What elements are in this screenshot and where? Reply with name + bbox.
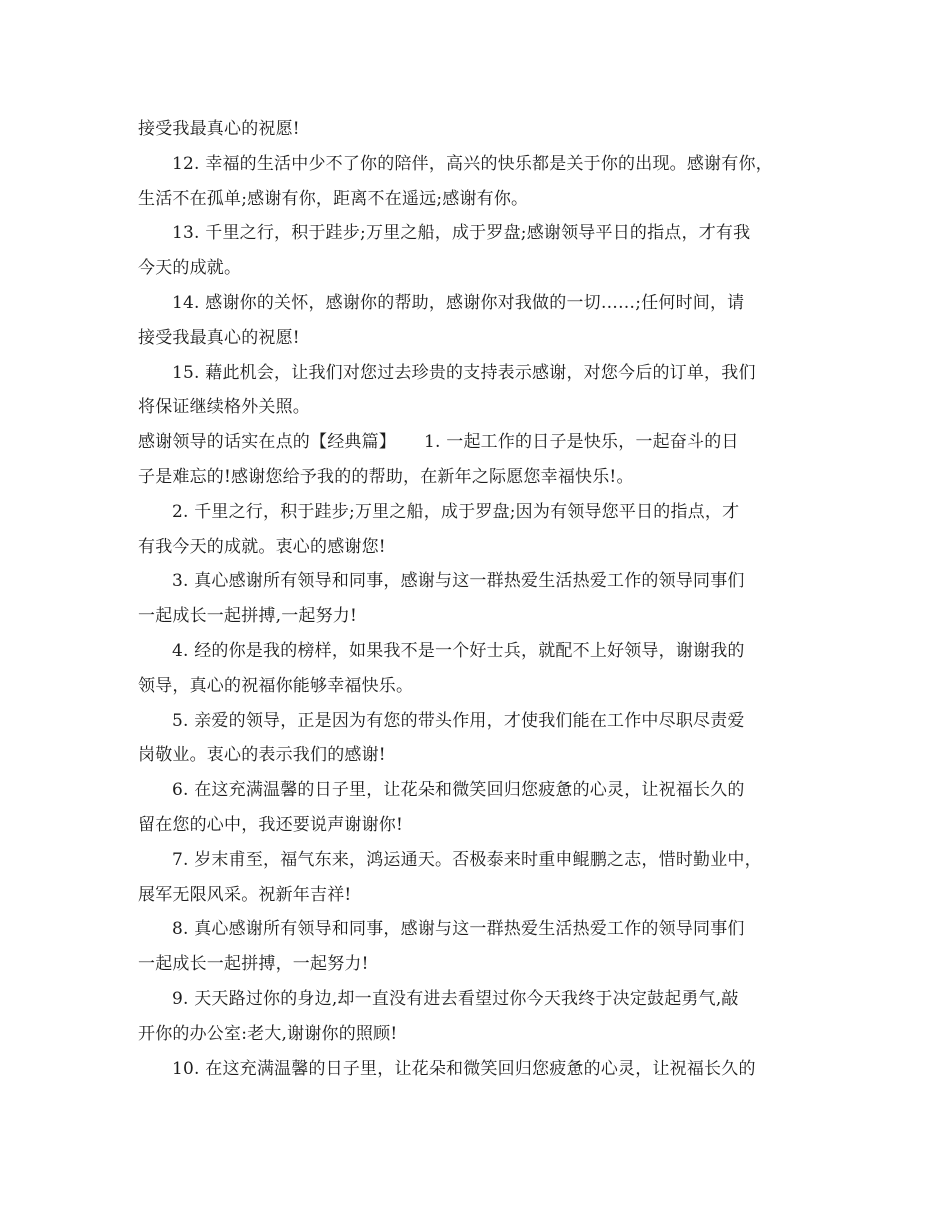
paragraph-item-13: [138, 216, 822, 286]
text-line: 留在您的心中，我还要说声谢谢你!: [138, 814, 404, 835]
paragraph-item-15: [138, 356, 822, 426]
text-line: 将保证继续格外关照。: [138, 397, 310, 418]
text-line: 8. 真心感谢所有领导和同事，感谢与这一群热爱生活热爱工作的领导同事们: [172, 919, 745, 940]
text-line: 2. 千里之行，积于跬步;万里之船，成于罗盘;因为有领导您平日的指点，才: [172, 501, 740, 522]
text-line: 一起成长一起拼搏，一起努力!: [138, 954, 369, 975]
text-line: 12. 幸福的生活中少不了你的陪伴，高兴的快乐都是关于你的出现。感谢有你，: [172, 153, 773, 174]
paragraph-item-10: [138, 1052, 822, 1087]
text-line: 7. 岁末甫至，福气东来，鸿运通天。否极泰来时重申鲲鹏之志，惜时勤业中，: [172, 849, 762, 870]
text-line: 9. 天天路过你的身边,却一直没有进去看望过你今天我终于决定鼓起勇气,敲: [172, 988, 739, 1009]
paragraph-item-8: [138, 912, 822, 982]
section-heading-paragraph: [138, 425, 822, 495]
paragraph-item-4: [138, 634, 822, 704]
text-line: 接受我最真心的祝愿!: [138, 119, 300, 139]
text-line: 接受我最真心的祝愿!: [138, 327, 300, 348]
text-line: 14. 感谢你的关怀，感谢你的帮助，感谢你对我做的一切……;任何时间，请: [172, 292, 745, 313]
text-line: 感谢领导的话实在点的【经典篇】 1. 一起工作的日子是快乐，一起奋斗的日: [138, 432, 739, 453]
paragraph-item-5: [138, 704, 822, 774]
text-line: 生活不在孤单;感谢有你，距离不在遥远;感谢有你。: [138, 188, 529, 209]
text-line: 13. 千里之行，积于跬步;万里之船，成于罗盘;感谢领导平日的指点，才有我: [172, 223, 751, 244]
text-line: 4. 经的你是我的榜样，如果我不是一个好士兵，就配不上好领导，谢谢我的: [172, 640, 745, 661]
paragraph-item-7: [138, 843, 822, 913]
paragraph-item-12: [138, 147, 822, 217]
text-line: 一起成长一起拼搏,一起努力!: [138, 606, 358, 627]
text-line: 领导，真心的祝福你能够幸福快乐。: [138, 675, 414, 696]
paragraph-item-2: [138, 495, 822, 565]
text-line: 今天的成就。: [138, 258, 242, 279]
text-line: 15. 藉此机会，让我们对您过去珍贵的支持表示感谢，对您今后的订单，我们: [172, 362, 756, 383]
text-line: 展军无限风采。祝新年吉祥!: [138, 884, 352, 905]
text-line: 10. 在这充满温馨的日子里，让花朵和微笑回归您疲惫的心灵，让祝福长久的: [172, 1058, 756, 1079]
paragraph-item-3: [138, 564, 822, 634]
text-line: 开你的办公室:老大,谢谢你的照顾!: [138, 1023, 398, 1044]
document-body: [138, 112, 822, 1086]
text-line: 3. 真心感谢所有领导和同事，感谢与这一群热爱生活热爱工作的领导同事们: [172, 571, 745, 592]
text-line: 岗敬业。衷心的表示我们的感谢!: [138, 745, 386, 766]
text-line: 子是难忘的!感谢您给予我的的帮助，在新年之际愿您幸福快乐!。: [138, 466, 634, 487]
paragraph-item-9: [138, 982, 822, 1052]
paragraph-item-14: [138, 286, 822, 356]
text-line: 6. 在这充满温馨的日子里，让花朵和微笑回归您疲惫的心灵，让祝福长久的: [172, 780, 745, 801]
paragraph: [138, 112, 822, 147]
text-line: 有我今天的成就。衷心的感谢您!: [138, 536, 386, 557]
text-line: 5. 亲爱的领导，正是因为有您的带头作用，才使我们能在工作中尽职尽责爱: [172, 710, 745, 731]
paragraph-item-6: [138, 773, 822, 843]
